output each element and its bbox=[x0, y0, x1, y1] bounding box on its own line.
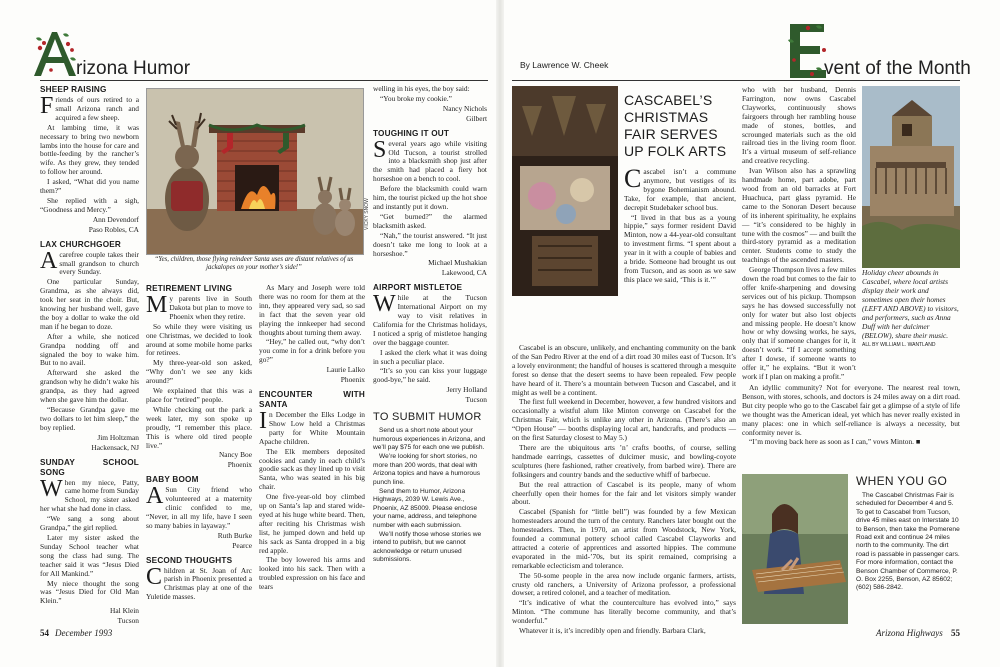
adobe-house-photo bbox=[862, 86, 960, 264]
holly-decoration-icon bbox=[30, 28, 80, 78]
contributor-name: Nancy Nichols bbox=[442, 103, 487, 113]
center-gutter bbox=[496, 0, 504, 667]
booth-interior-photo bbox=[512, 86, 618, 296]
contributor-name: Jim Holtzman bbox=[97, 432, 139, 442]
story-paragraph: “Because Grandpa gave me two dollars to let him sleep,” the boy replied. bbox=[40, 405, 139, 432]
story-paragraph: The Elk members deposited cookies and candy in each child’s goodie sack as they lined up to visit Santa, who was seated in his big chair. bbox=[259, 446, 365, 492]
story-paragraph: “Hey,” he called out, “why don’t you come in for a drink before you go?” bbox=[259, 337, 365, 365]
article-paragraph: Whatever it is, it’s incredibly open and friendly. Barbara Clark, bbox=[519, 626, 706, 636]
story-paragraph: After a while, she noticed Grandpa nodding off and signaled the boy to wake him. But to no avail. bbox=[40, 331, 139, 368]
story-paragraph: welling in his eyes, the boy said: bbox=[373, 84, 470, 93]
contributor-location: Paso Robles, CA bbox=[88, 224, 139, 234]
article-paragraph: Ivan Wilson also has a sprawling handmade home, part adobe, part wood from an old barracks at Fort Huachuca, part glass pyramid. He came to the Sonoran Desert because of its inherent spirituality, he explains — “it’s considered to be highly in tune with the cosmos” — and built the third-story pyramid as a meditation center. Students come to study the teachings of the ascended masters. bbox=[742, 166, 856, 265]
header-rule bbox=[40, 80, 488, 81]
story-paragraph: I asked the clerk what it was doing in such a peculiar place. bbox=[373, 347, 487, 366]
article-paragraph: Cascabel (Spanish for “little bell”) was founded by a few Mexican homesteaders around the turn of the century. Ranchers later bought out the homesteaders. Then, in 1970, an artist from Woodstock, New York, founded a communal pottery school called Cascabel Clayworks and attracted a coterie of apprentices and assorted hippies. The commune evaporated in the mid-’70s, but its spirit remained, comprising a remarkable eclecticism and tolerance. bbox=[512, 507, 736, 570]
article-paragraph: Cascabel is an obscure, unlikely, and enchanting community on the bank of the San Pedro River at the end of a dirt road 30 miles east of Tucson. It’s a lovely environment; the handful of houses is scattered through a mesquite forest so dense that the desert seems to have been repealed. Few people have heard of it. There’s a mountain between Tucson and Cascabel, and it might as well be a continent. bbox=[512, 343, 736, 397]
contributor-name: Jerry Holland bbox=[446, 385, 487, 395]
article-intro bbox=[624, 164, 736, 344]
story-paragraph: “Get burned?” the alarmed blacksmith asked. bbox=[373, 211, 487, 230]
article-headline: CASCABEL’S CHRISTMAS FAIR SERVES UP FOLK ARTS bbox=[624, 92, 727, 159]
story-paragraph: Afterward she asked the grandson why he didn’t wake his grandpa, as they had agreed when she gave him the dollar. bbox=[40, 368, 139, 405]
article-column-2-continued bbox=[742, 384, 960, 472]
story-paragraph: When my niece, Patty, came home from Sunday School, my sister asked her what she had done in class. bbox=[40, 475, 139, 514]
story-paragraph: So while they were visiting us one Christmas, we decided to look around at some mobile home parks for retirees. bbox=[146, 321, 252, 358]
humor-column-4 bbox=[373, 85, 487, 625]
contributor-location: Tucson bbox=[465, 395, 487, 405]
when-you-go-heading: WHEN YOU GO bbox=[856, 474, 948, 488]
jackalope-illustration bbox=[146, 88, 364, 255]
story-paragraph: The boy lowered his arms and looked into his sack. Then with a troubled expression on his face and tears bbox=[259, 555, 365, 592]
photo-caption: Holiday cheer abounds in Cascabel, where local artists display their work and sometimes open their homes (LEFT AND ABOVE) to visitors, and performers, such as Anna Duff with her dulcimer (BELOW), share their music. ALL BY WILLIAM L. WANTLAND bbox=[862, 268, 959, 348]
story-heading: BABY BOOM bbox=[146, 475, 199, 485]
story-paragraph: Several years ago while visiting Old Tucson, a tourist strolled into a blacksmith shop just after the smith had placed a fiery hot horseshoe on a bench to cool. bbox=[373, 136, 487, 184]
illustration-credit: VICKY SNOW bbox=[364, 198, 370, 230]
contributor-name: Ruth Burke bbox=[217, 530, 252, 540]
byline: By Lawrence W. Cheek bbox=[520, 60, 609, 70]
humor-section-initial bbox=[30, 28, 80, 80]
when-you-go-text: The Cascabel Christmas Fair is scheduled for December 4 and 5. To get to Cascabel from Tucson, drive 45 miles east on Interstate 10 to Benson, then take the Pomerene Road exit and continue 24 miles north to the community. The dirt road is passable in passenger cars. For more information, contact the Benson Chamber of Commerce, P. O. Box 2255, Benson, AZ 85602; (602) 586-2842. bbox=[856, 492, 960, 592]
illustration-caption: “Yes, children, those flying reindeer Santa uses are distant relatives of us jackalopes on your mother’s side!” bbox=[154, 256, 354, 271]
fair-booth-photo bbox=[512, 86, 618, 296]
article-paragraph: Cascabel isn’t a commune anymore, but vestiges of its bygone Bohemianism abound. Take, for example, that ancient, decrepit Studebaker school bus. bbox=[624, 164, 736, 212]
dulcimer-photo bbox=[742, 474, 848, 624]
article-paragraph: The first full weekend in December, however, a few hundred visitors and occasionally a wistful alum like Minton converge on Cascabel for the Christmas Fair, which is unlike any other in Arizona. (There’s also an “Open House” — booths displaying local art, handcrafts, and products — on the first Saturday closest to May 5.) bbox=[512, 397, 736, 443]
story-heading: TOUGHING IT OUT bbox=[373, 128, 450, 138]
story-paragraph: My niece thought the song was “Jesus Died for Old Man Klein.” bbox=[40, 578, 139, 606]
article-paragraph: An idyllic community? Not for everyone. The nearest real town, Benson, with stores, schools, and doctors is 24 miles away on a dirt road. But city people who go to the Cascabel fair get a glimpse of a style of life we thought was the American ideal, yet which has never really existed in many places: one in which self-reliance is always a necessity, but conformity never is. bbox=[742, 383, 960, 437]
story-heading: LAX CHURCHGOER bbox=[40, 239, 122, 249]
submit-humor-box bbox=[373, 427, 487, 565]
story-paragraph: One particular Sunday, Grandma, as she always did, took her seat in the choir. But, knowing her husband well, gave the boy a dollar to wake the old man if he began to doze. bbox=[40, 277, 139, 331]
magazine-name: Arizona Highways bbox=[875, 628, 943, 638]
header-rule bbox=[512, 80, 960, 81]
contributor-location: Gilbert bbox=[466, 113, 487, 123]
article-paragraph: But the real attraction of Cascabel is its people, many of whom cheerfully open their homes for the fair and let visitors simply wander about. bbox=[512, 479, 736, 507]
story-paragraph: My parents live in South Dakota but plan to move to Phoenix when they retire. bbox=[146, 292, 252, 321]
submit-paragraph: We’re looking for short stories, no more than 200 words, that deal with Arizona topics and have a humorous punch line. bbox=[373, 453, 481, 486]
story-paragraph: While checking out the park a week later, my son spoke up proudly, “I remember this place. This is where old tired people live.” bbox=[146, 404, 252, 450]
humor-column-3 bbox=[259, 284, 365, 624]
article-paragraph: There are the ubiquitous arts ’n’ crafts booths, of course, selling handmade earrings, cassettes of dulcimer music, and bowling-coyote sculptures (here fashioned, rather creatively, from barbed wire). There are folksingers and country bands and the seductive whiff of barbecue. bbox=[512, 442, 736, 479]
story-heading: SUNDAY SCHOOL SONG bbox=[40, 457, 139, 477]
contributor-name: Ann Devendorf bbox=[92, 214, 139, 224]
contributor-location: Lakewood, CA bbox=[441, 268, 487, 278]
article-paragraph: “I lived in that bus as a young hippie,” says former resident David Minton, now a 44-year-old consultant to investment firms. “I spent about a year in it with a couple of babies and a bride. Someone had brought us out from Tucson, and as soon as we saw this place we said, ‘This is it.’” bbox=[624, 212, 736, 284]
contributor-location: Phoenix bbox=[340, 375, 365, 385]
story-paragraph: “Nah,” the tourist answered. “It just doesn’t take me long to look at a horseshoe.” bbox=[373, 230, 487, 258]
house-photo bbox=[862, 86, 960, 264]
dulcimer-performer-photo bbox=[742, 474, 848, 624]
contributor-location: Tucson bbox=[117, 616, 139, 626]
page-number: 55 bbox=[951, 628, 960, 638]
story-paragraph: Children at St. Joan of Arc parish in Phoenix presented a Christmas play at one of the Yuletide masses. bbox=[146, 563, 252, 602]
article-paragraph: “It’s indicative of what the counterculture has evolved into,” says Minton. “The commune has literally become community, and that’s wonderful.” bbox=[512, 598, 736, 626]
story-heading: AIRPORT MISTLETOE bbox=[373, 283, 463, 293]
right-folio bbox=[856, 628, 960, 638]
submit-humor-heading: TO SUBMIT HUMOR bbox=[373, 411, 482, 424]
issue-date: December 1993 bbox=[55, 628, 113, 638]
article-paragraph: George Thompson lives a few miles down the road but comes to the fair to offer knife-sharpening and dowsing services out of his pickup. Thompson says he has dowsed successfully not only for water but also lost objects and missing people. He doesn’t know how or why dowsing works, he says, only that if someone changes for it, it doesn’t work. “If I accept something after I dowse, if someone wants to offer it,” he explains. “But it won’t work if I plan on making a profit.” bbox=[742, 265, 856, 381]
story-heading: SECOND THOUGHTS bbox=[146, 555, 233, 565]
contributor-name: Hal Klein bbox=[110, 606, 139, 616]
section-title: vent of the Month bbox=[824, 58, 971, 79]
article-paragraph: The 50-some people in the area now include organic farmers, artists, crusty old ranchers, a University of Arizona professor, a professional dowser, a retired colonel, and a teacher of meditation. bbox=[512, 570, 736, 598]
article-body bbox=[512, 343, 736, 636]
story-paragraph: A Sun City friend who volunteered at a maternity clinic confided to me, “Never, in all my life, have I seen so many babies in layaway.” bbox=[146, 483, 252, 530]
left-folio bbox=[40, 628, 112, 638]
story-heading: SHEEP RAISING bbox=[40, 85, 107, 94]
contributor-location: Pearce bbox=[232, 540, 252, 550]
story-paragraph: “You broke my cookie.” bbox=[380, 93, 452, 103]
story-paragraph: “We sang a song about Grandpa,” the girl replied. bbox=[40, 514, 139, 533]
submit-paragraph: We’ll notify those whose stories we intend to publish, but we cannot acknowledge or return unused submissions. bbox=[373, 530, 482, 564]
story-paragraph: At lambing time, it was necessary to bring two newborn lambs into the house for care and bottle-feeding by the rancher’s wife. As they grew, they tended to follow her around. bbox=[40, 122, 139, 177]
submit-paragraph: Send them to Humor, Arizona Highways, 2039 W. Lewis Ave., Phoenix, AZ 85009. Please enclose your name, address, and telephone number with each submission. bbox=[373, 487, 478, 529]
story-paragraph: Acarefree couple takes their small grandson to church every Sunday. bbox=[40, 247, 139, 277]
section-title: rizona Humor bbox=[76, 58, 191, 79]
story-paragraph: Friends of ours retired to a small Arizona ranch and acquired a few sheep. bbox=[40, 93, 139, 122]
story-heading: ENCOUNTER WITH SANTA bbox=[259, 389, 365, 409]
story-paragraph: She replied with a sigh, “Goodness and Mercy.” bbox=[40, 195, 139, 214]
contributor-location: Phoenix bbox=[227, 460, 252, 470]
photo-credit: ALL BY WILLIAM L. WANTLAND bbox=[862, 342, 936, 348]
page-number: 54 bbox=[40, 628, 49, 638]
story-paragraph: In December the Elks Lodge in Show Low held a Christmas party for White Mountain Apache children. bbox=[259, 407, 365, 446]
humor-column-1 bbox=[40, 85, 139, 625]
contributor-name: Laurie Lalko bbox=[326, 365, 365, 375]
jackalope-fireplace-illustration bbox=[147, 89, 363, 254]
article-paragraph: who with her husband, Dennis Farrington, now owns Cascabel Clayworks, continuously shows fairgoers through her rambling house made of stones, bottles, and scrounged materials such as the old railroad ties in the living room floor. It’s a virtual museum of self-reliance and creative recycling. bbox=[742, 85, 856, 166]
end-mark-icon: ■ bbox=[915, 437, 921, 447]
story-paragraph: I asked, “What did you name them?” bbox=[40, 177, 139, 196]
article-paragraph: “I’m moving back here as soon as I can,” vows Minton. ■ bbox=[749, 437, 921, 447]
story-paragraph: Later my sister asked the Sunday School teacher what song the class had sung. The teacher said it was “Jesus Died for All Mankind.” bbox=[40, 532, 139, 578]
contributor-location: Hackensack, NJ bbox=[91, 442, 139, 452]
story-paragraph: We explained that this was a place for “retired” people. bbox=[146, 386, 252, 404]
story-paragraph: “It’s so you can kiss your luggage good-bye,” he said. bbox=[373, 366, 487, 385]
story-paragraph: My three-year-old son asked, “Why don’t we see any kids around?” bbox=[146, 358, 252, 386]
story-paragraph: Before the blacksmith could warn him, the tourist picked up the hot shoe and instantly put it down. bbox=[373, 184, 487, 211]
story-heading: RETIREMENT LIVING bbox=[146, 284, 233, 293]
contributor-name: Nancy Boe bbox=[218, 450, 252, 460]
contributor-name: Michael Mushakian bbox=[428, 258, 487, 268]
story-paragraph: As Mary and Joseph were told there was no room for them at the inn, they appeared very sad, so sad in fact that the seven year old playing the innkeeper had second thoughts about turning them away. bbox=[259, 283, 365, 337]
story-paragraph: While at the Tucson International Airport on my way to visit relatives in California for the Christmas holidays, I noticed a sprig of mistletoe hanging over the baggage counter. bbox=[373, 291, 487, 347]
submit-paragraph: Send us a short note about your humorous experiences in Arizona, and we’ll pay $75 for each one we publish. bbox=[373, 427, 486, 451]
story-paragraph: One five-year-old boy climbed up on Santa’s lap and stared wide-eyed at his huge white beard. Then, after reciting his Christmas wish list, he jumped down and held up his sack as Santa dropped in a big red apple. bbox=[259, 492, 365, 555]
humor-column-2 bbox=[146, 284, 252, 624]
